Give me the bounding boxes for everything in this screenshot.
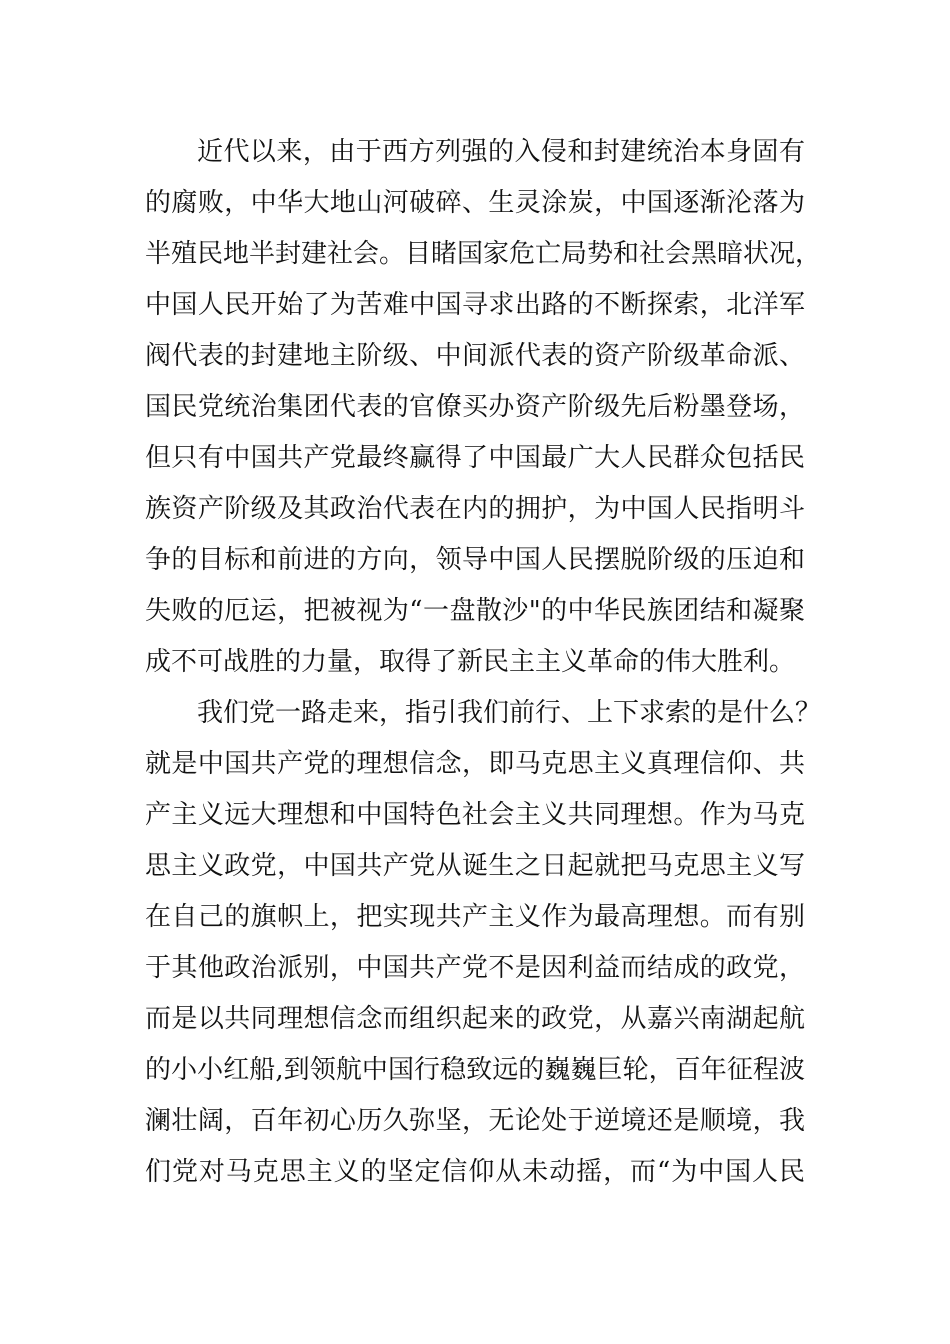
text-line: 于其他政治派别，中国共产党不是因利益而结成的政党， (145, 953, 805, 983)
text-line: 而是以共同理想信念而组织起来的政党，从嘉兴南湖起航 (145, 1004, 805, 1034)
text-line: 思主义政党，中国共产党从诞生之日起就把马克思主义写 (145, 851, 805, 881)
text-line: 成不可战胜的力量，取得了新民主主义革命的伟大胜利。 (145, 647, 796, 677)
text-line: 产主义远大理想和中国特色社会主义共同理想。作为马克 (145, 800, 805, 830)
text-line: 在自己的旗帜上，把实现共产主义作为最高理想。而有别 (145, 902, 805, 932)
text-line: 的腐败，中华大地山河破碎、生灵涂炭，中国逐渐沦落为 (145, 188, 805, 218)
paragraph-1 (145, 127, 822, 688)
text-line: 近代以来，由于西方列强的入侵和封建统治本身固有 (197, 137, 805, 167)
text-line: 澜壮阔，百年初心历久弥坚，无论处于逆境还是顺境，我 (145, 1106, 805, 1136)
paragraph-2 (145, 688, 822, 1198)
text-line: 国民党统治集团代表的官僚买办资产阶级先后粉墨登场， (145, 392, 805, 422)
text-line: 争的目标和前进的方向，领导中国人民摆脱阶级的压迫和 (145, 545, 805, 575)
text-line: 族资产阶级及其政治代表在内的拥护，为中国人民指明斗 (145, 494, 805, 524)
text-line: 阀代表的封建地主阶级、中间派代表的资产阶级革命派、 (145, 341, 805, 371)
text-line: 失败的厄运，把被视为“一盘散沙"的中华民族团结和凝聚 (145, 596, 805, 626)
text-line: 中国人民开始了为苦难中国寻求出路的不断探索，北洋军 (145, 290, 805, 320)
text-line: 我们党一路走来，指引我们前行、上下求索的是什么？ (197, 698, 822, 728)
text-line: 的小小红船,到领航中国行稳致远的巍巍巨轮，百年征程波 (145, 1055, 805, 1085)
text-line: 但只有中国共产党最终赢得了中国最广大人民群众包括民 (145, 443, 805, 473)
text-line: 们党对马克思主义的坚定信仰从未动摇，而“为中国人民 (145, 1157, 805, 1187)
text-line: 就是中国共产党的理想信念，即马克思主义真理信仰、共 (145, 749, 805, 779)
text-line: 半殖民地半封建社会。目睹国家危亡局势和社会黑暗状况， (145, 239, 822, 269)
body-text (145, 127, 822, 1198)
